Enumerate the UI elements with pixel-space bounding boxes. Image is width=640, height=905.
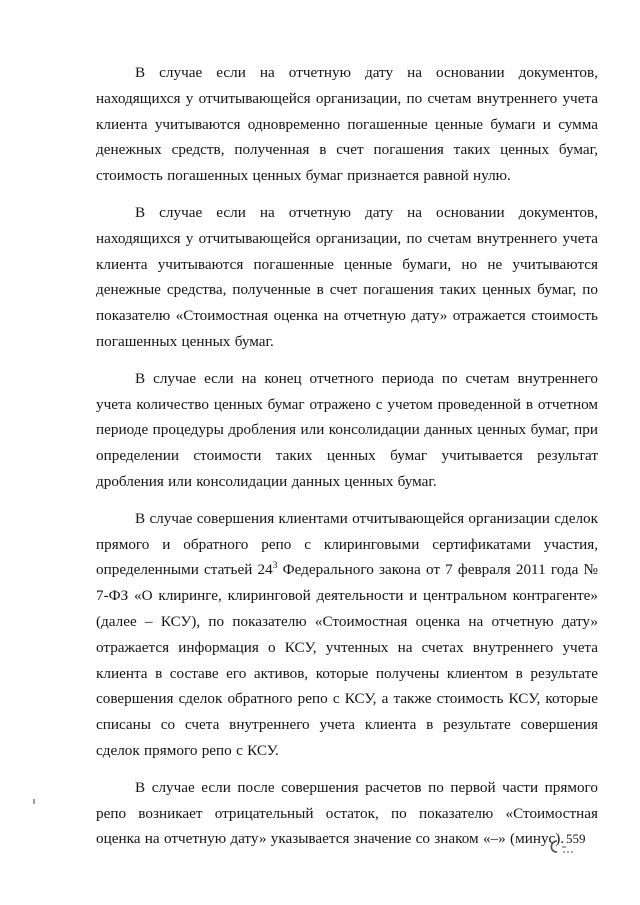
article-superscript: 3 [272, 561, 278, 572]
document-body [96, 60, 598, 863]
paragraph-redeemed-securities-zero-value: В случае если на отчетную дату на основании документов, находящихся у отчитывающейся организации, по счетам внутреннего учета клиента учитываются одновременно погашенные ценные бумаги и сумма денежных средств, полученная в счет погашения таких ценных бумаг, стоимость погашенных ценных бумаг признается равной нулю. [96, 64, 598, 185]
repo-ksu-text-before: В случае совершения клиентами отчитывающейся организации сделок прямого и обратного репо с клиринговыми сертификатами участия, определенными статьей 24 [96, 509, 598, 579]
paragraph-repo-ksu [96, 506, 598, 764]
page-number: 559 [566, 831, 586, 846]
paragraph-split-consolidation: В случае если на конец отчетного периода по счетам внутреннего учета количество ценных бумаг отражено с учетом проведенной в отчетном периоде процедуры дробления или консолидации данных ценных бумаг, при определении стоимости таких ценных бумаг учитывается результат дробления или консолидации данных ценных бумаг. [96, 369, 598, 490]
margin-mark [33, 799, 35, 804]
repo-ksu-text-after: Федерального закона от 7 февраля 2011 года № 7-ФЗ «О клиринге, клиринговой деятельности и центральном контрагенте» (далее – КСУ), по показателю «Стоимостная оценка на отчетную дату» отражается информация о КСУ, учтенных на счетах внутреннего учета клиента в составе его активов, которые получены клиентом в результате совершения сделок обратного репо с КСУ, а также стоимость КСУ, которые списаны со счета внутреннего учета клиента в результате совершения сделок прямого репо с КСУ. [96, 561, 598, 759]
paragraph-negative-balance: В случае если после совершения расчетов по первой части прямого репо возникает отрицательный остаток, по показателю «Стоимостная оценка на отчетную дату» указывается значение со знаком «–» (минус). [96, 778, 598, 848]
paragraph-redeemed-securities-no-cash: В случае если на отчетную дату на основании документов, находящихся у отчитывающейся организации, по счетам внутреннего учета клиента учитываются погашенные ценные бумаги, но не учитываются денежные средства, полученные в счет погашения таких ценных бумаг, по показателю «Стоимостная оценка на отчетную дату» отражается стоимость погашенных ценных бумаг. [96, 203, 598, 350]
